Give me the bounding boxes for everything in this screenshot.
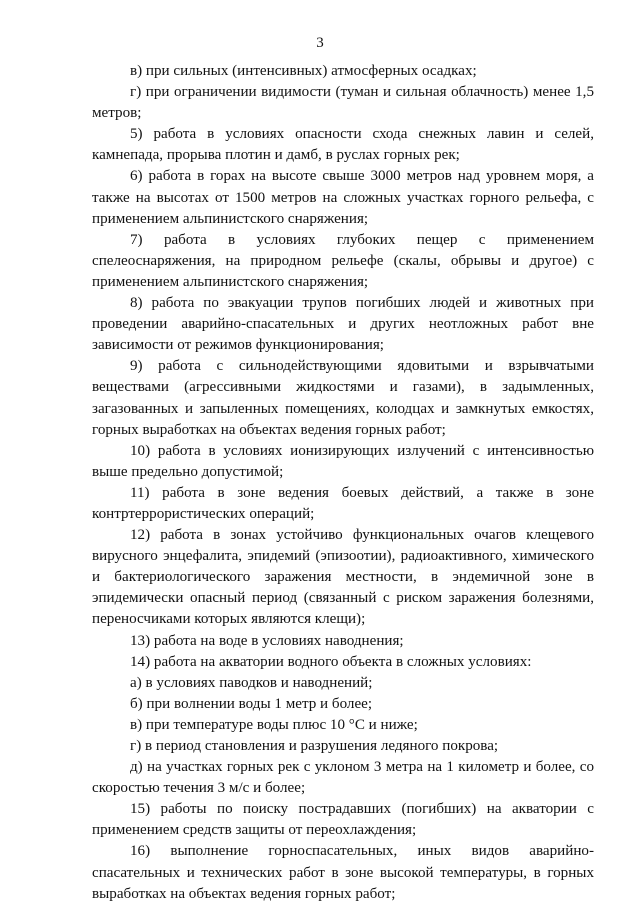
list-item-13: 13) работа на воде в условиях наводнения; bbox=[130, 632, 404, 649]
list-item-15: 15) работы по поиску пострадавших (погибших) на акватории с применением средств защиты от переохлаждения; bbox=[92, 801, 594, 839]
list-item-14: 14) работа на акватории водного объекта в сложных условиях: bbox=[130, 653, 532, 670]
list-item-14b: б) при волнении воды 1 метр и более; bbox=[130, 695, 373, 712]
list-item-5: 5) работа в условиях опасности схода снежных лавин и селей, камнепада, прорыва плотин и дамб, в руслах горных рек; bbox=[92, 126, 594, 164]
list-item-6: 6) работа в горах на высоте свыше 3000 метров над уровнем моря, а также на высотах от 1500 метров на сложных участках горного рельефа, с применением альпинистского снаряжения; bbox=[92, 168, 594, 227]
list-item-g-visibility: г) при ограничении видимости (туман и сильная облачность) менее 1,5 метров; bbox=[92, 84, 594, 122]
list-item-14a: а) в условиях паводков и наводнений; bbox=[130, 674, 373, 691]
page-number: 3 bbox=[316, 35, 324, 51]
list-item-16: 16) выполнение горноспасательных, иных видов аварийно-спасательных и технических работ в зоне высокой температуры, в горных выработках на объектах ведения горных работ; bbox=[92, 843, 594, 902]
list-item-7: 7) работа в условиях глубоких пещер с применением спелеоснаряжения, на природном рельефе (скалы, обрывы и другое) с применением альпинистского снаряжения; bbox=[92, 231, 594, 290]
list-item-9: 9) работа с сильнодействующими ядовитыми и взрывчатыми веществами (агрессивными жидкостями и газами), в задымленных, загазованных и запыленных помещениях, колодцах и замкнутых емкостях, горных выработках на объектах ведения горных работ; bbox=[92, 358, 594, 438]
list-item-10: 10) работа в условиях ионизирующих излучений с интенсивностью выше предельно допустимой; bbox=[92, 442, 594, 480]
list-item-11: 11) работа в зоне ведения боевых действий, а также в зоне контртеррористических операций; bbox=[92, 484, 594, 522]
list-item-14g: г) в период становления и разрушения ледяного покрова; bbox=[130, 738, 499, 754]
list-item-12: 12) работа в зонах устойчиво функциональных очагов клещевого вирусного энцефалита, эпидемий (эпизоотии), радиоактивного, химического и бактериологического заражения местности, в эндемичной зоне в эпидемически опасный период (связанный с риском заражения болезнями, переносчиками которых являются клещи); bbox=[92, 527, 594, 628]
list-item-8: 8) работа по эвакуации трупов погибших людей и животных при проведении аварийно-спасательных и других неотложных работ вне зависимости от режимов функционирования; bbox=[92, 295, 594, 354]
list-item-v-precipitation: в) при сильных (интенсивных) атмосферных осадках; bbox=[130, 63, 477, 79]
list-item-14d: д) на участках горных рек с уклоном 3 метра на 1 километр и более, со скоростью течения 3 м/с и более; bbox=[92, 759, 594, 797]
list-item-14v: в) при температуре воды плюс 10 °С и ниже; bbox=[130, 716, 418, 733]
document-body bbox=[92, 61, 594, 905]
